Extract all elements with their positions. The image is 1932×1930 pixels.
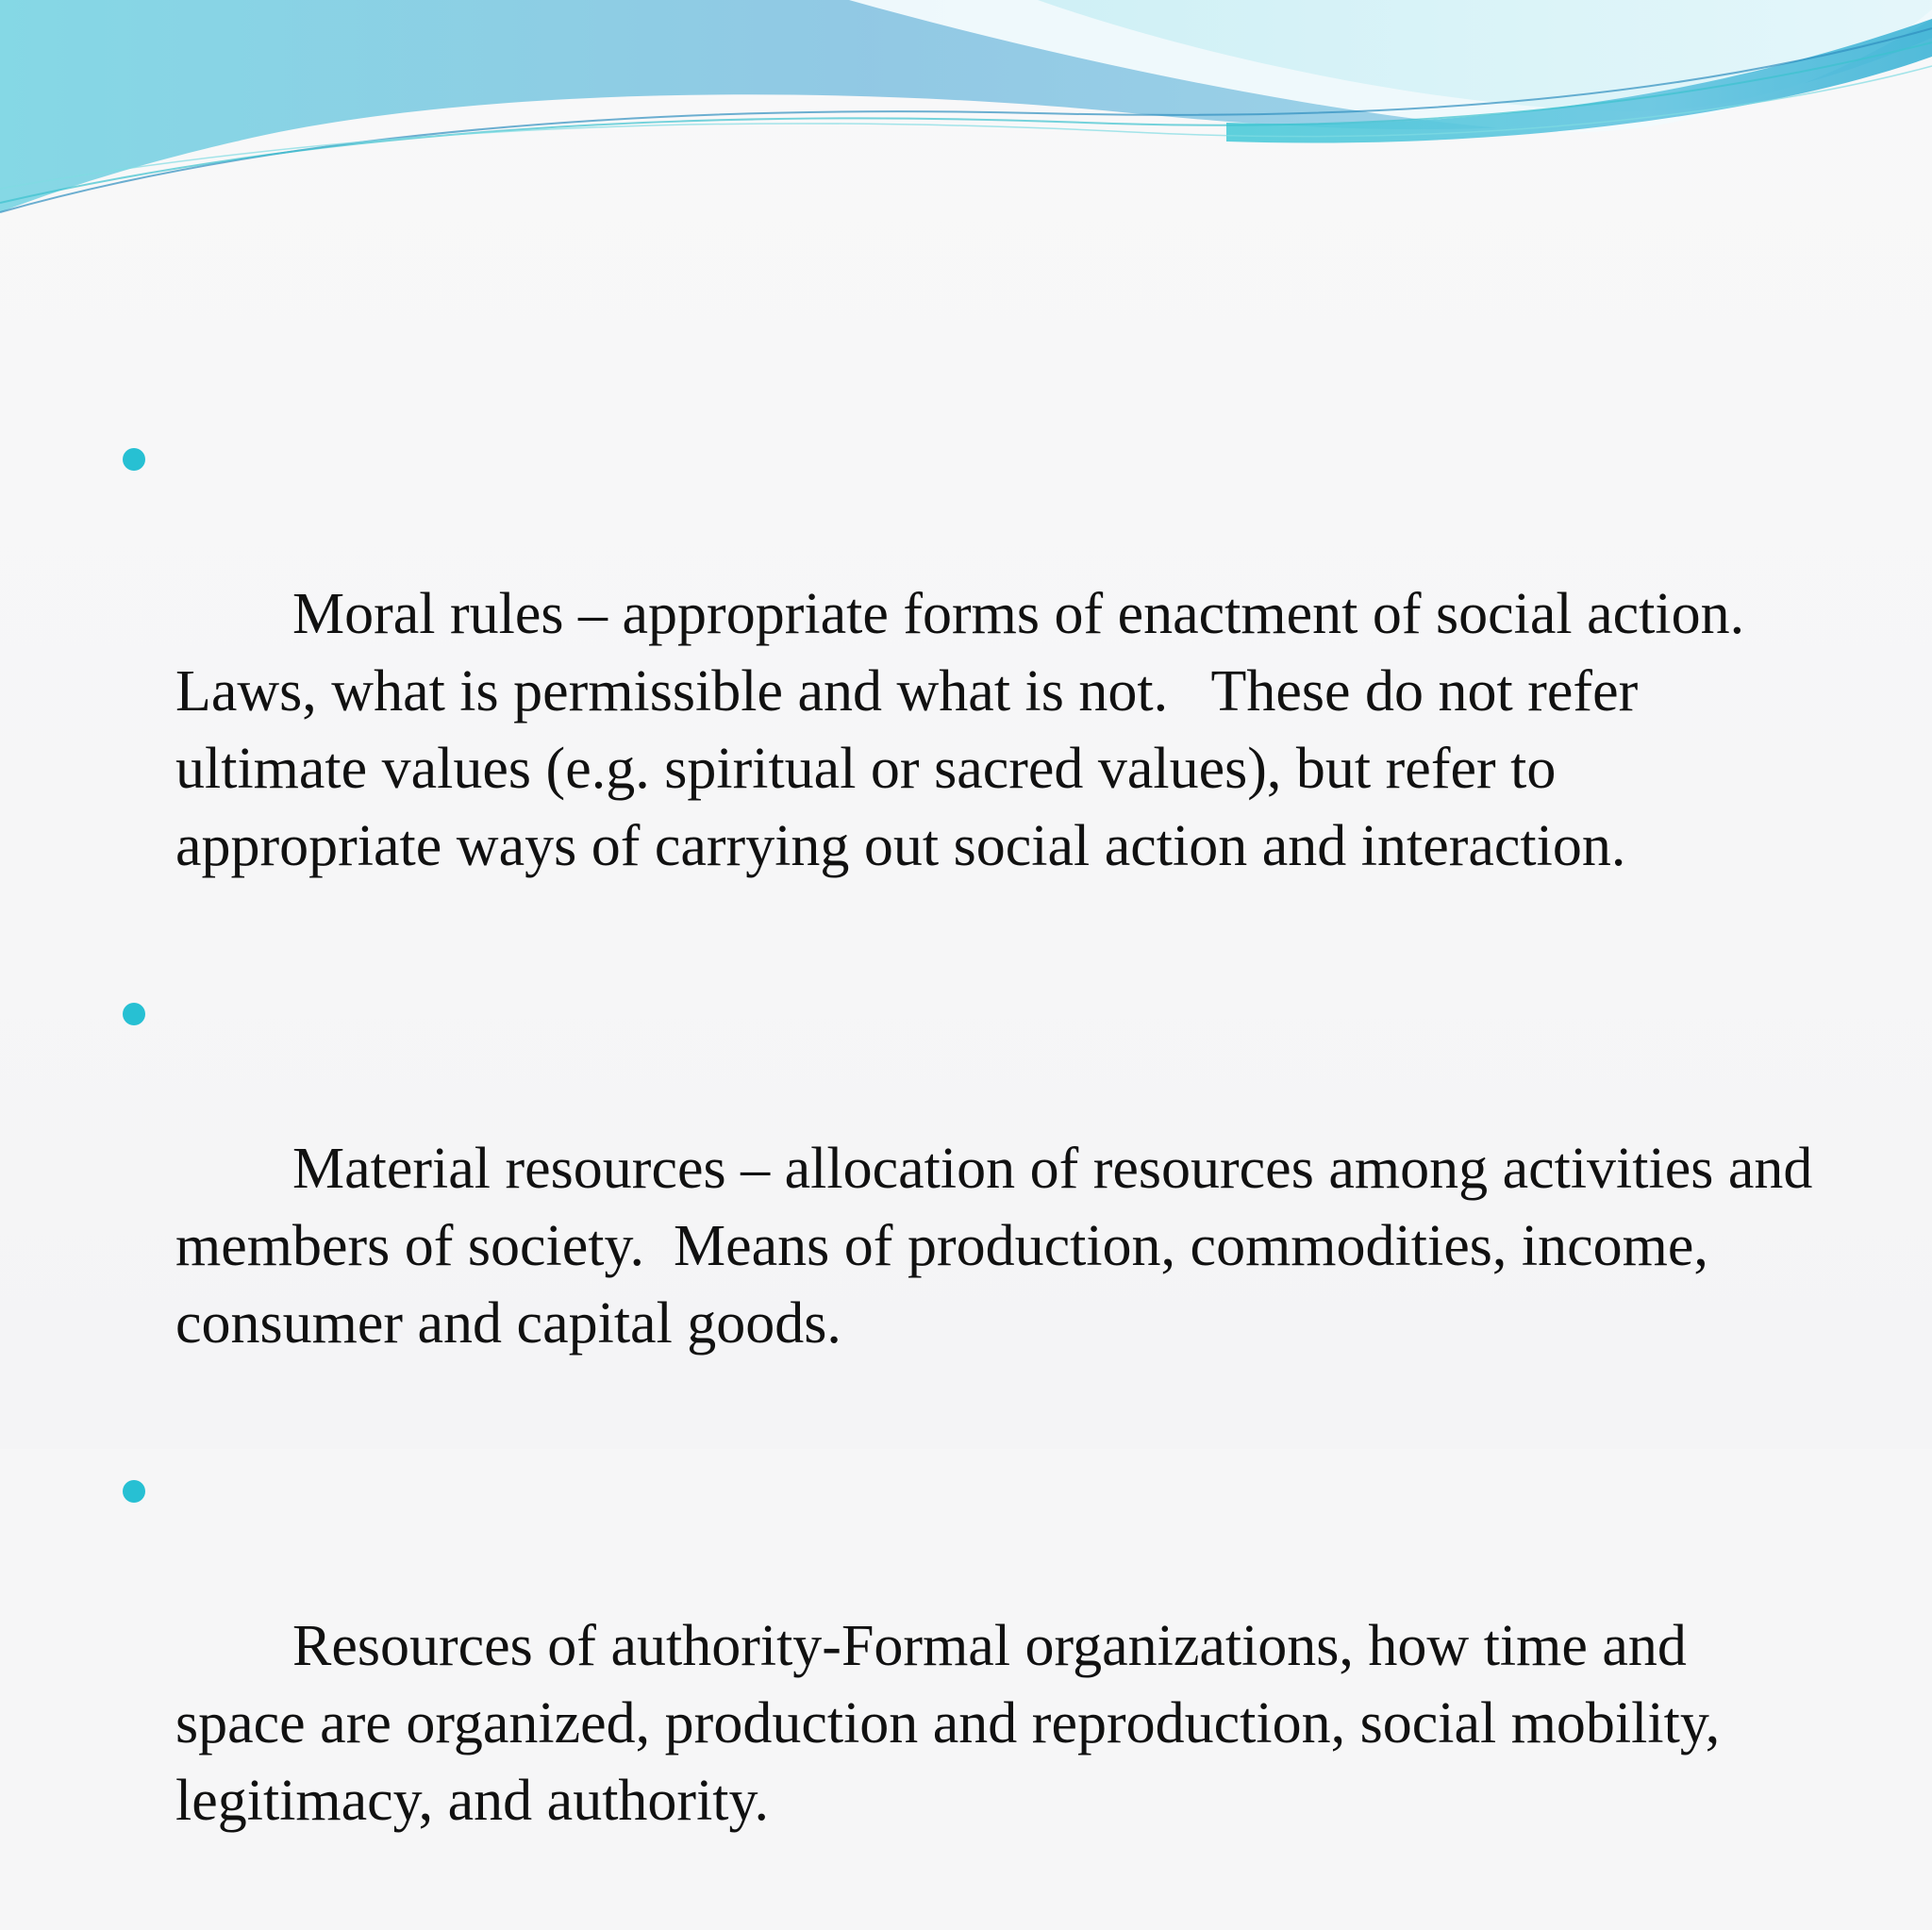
bullet-item-resources-of-authority bbox=[123, 1453, 1821, 1917]
slide-body bbox=[123, 421, 1827, 1930]
bullet-item-moral-rules bbox=[123, 421, 1821, 962]
bullet-dot-icon bbox=[123, 448, 145, 471]
bullet-text: Resources of authority-Formal organizations, how time and space are organized, production and reproduction, social mobility, legitimacy, and authority. bbox=[175, 1614, 1735, 1833]
bullet-dot-icon bbox=[123, 1003, 145, 1025]
bullet-list bbox=[123, 421, 1827, 1917]
bullet-text: Moral rules – appropriate forms of enactment of social action. Laws, what is permissible and what is not. These do not refer ultimate values (e.g. spiritual or sacred values), but refer to appropriate ways of carrying out social action and interaction. bbox=[175, 582, 1774, 878]
bullet-text: Material resources – allocation of resources among activities and members of society. Means of production, commodities, income, consumer and capital goods. bbox=[175, 1137, 1827, 1356]
bullet-dot-icon bbox=[123, 1480, 145, 1503]
header-wave-decoration bbox=[0, 0, 1932, 245]
bullet-item-material-resources bbox=[123, 975, 1827, 1439]
